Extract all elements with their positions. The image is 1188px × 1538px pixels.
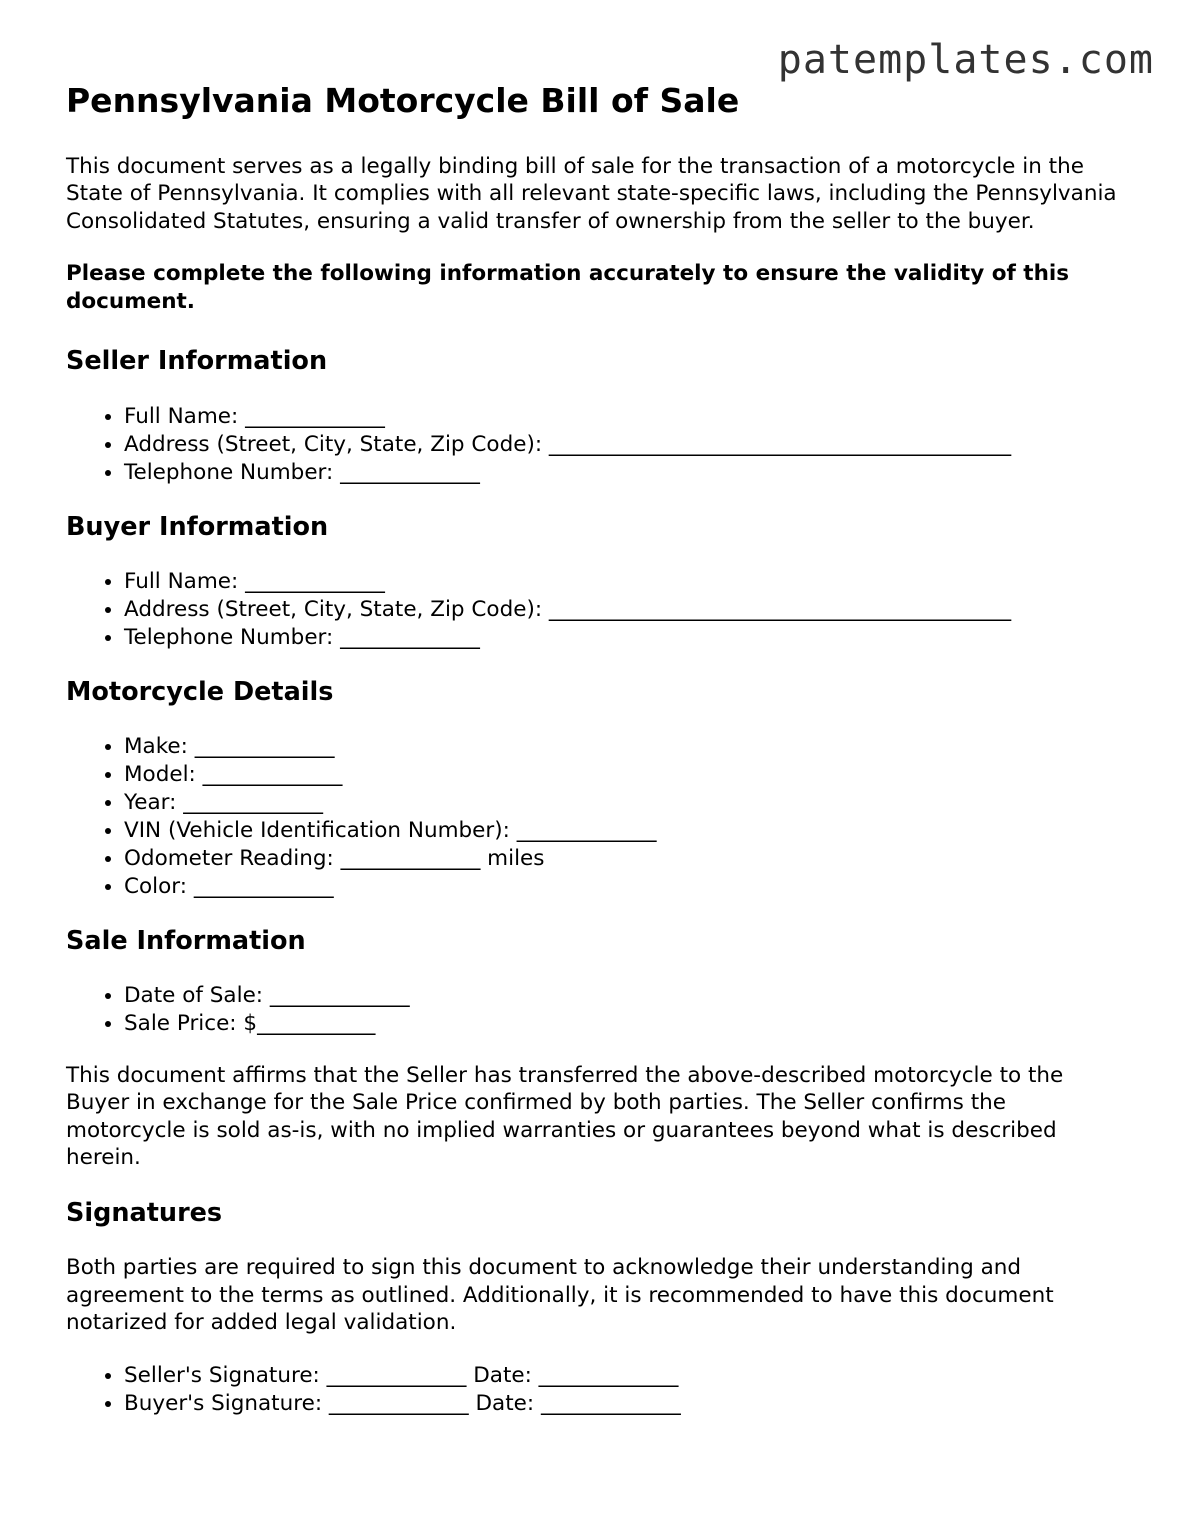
watermark: patemplates.com [777, 37, 1154, 83]
year-field[interactable]: • Year: _____________ [124, 789, 1126, 817]
seller-fields [66, 403, 1126, 487]
buyer-full-name-field[interactable]: • Full Name: _____________ [124, 568, 1126, 596]
seller-full-name-field[interactable]: • Full Name: _____________ [124, 403, 1126, 431]
odometer-field[interactable]: • Odometer Reading: _____________ miles [124, 845, 1126, 873]
signatures-heading: Signatures [66, 1197, 223, 1228]
intro-paragraph: This document serves as a legally binding bill of sale for the transaction of a motorcycle in the State of Pennsylvania. It complies with all relevant state-specific laws, including the Pennsylvania Consolidated Statutes, ensuring a valid transfer of ownership from the seller to the buyer. [66, 153, 1117, 234]
seller-address-field[interactable]: • Address (Street, City, State, Zip Code): ___________________________________________ [124, 431, 1126, 459]
seller-section [66, 345, 1126, 486]
sale-price-field[interactable]: • Sale Price: $___________ [124, 1010, 1126, 1038]
seller-signature-field[interactable]: • Seller's Signature: _____________ Date: _____________ [124, 1362, 1126, 1390]
buyer-signature-field[interactable]: • Buyer's Signature: _____________ Date: _____________ [124, 1390, 1126, 1418]
document-title: Pennsylvania Motorcycle Bill of Sale [66, 81, 740, 120]
seller-heading: Seller Information [66, 346, 328, 377]
buyer-telephone-field[interactable]: • Telephone Number: _____________ [124, 624, 1126, 652]
signature-fields [66, 1362, 1126, 1418]
date-of-sale-field[interactable]: • Date of Sale: _____________ [124, 982, 1126, 1010]
signatures-section [66, 1197, 1126, 1418]
buyer-section [66, 511, 1126, 652]
document-body [66, 80, 1126, 1442]
model-field[interactable]: • Model: _____________ [124, 761, 1126, 789]
affirmation-paragraph: This document affirms that the Seller has transferred the above-described motorcycle to the Buyer in exchange for the Sale Price confirmed by both parties. The Seller confirms the motorcycle is sold as-is, with no implied warranties or guarantees beyond what is described herein. [66, 1062, 1064, 1171]
vin-field[interactable]: • VIN (Vehicle Identification Number): _____________ [124, 817, 1126, 845]
sale-fields [66, 982, 1126, 1038]
buyer-address-field[interactable]: • Address (Street, City, State, Zip Code): ___________________________________________ [124, 596, 1126, 624]
signatures-paragraph: Both parties are required to sign this document to acknowledge their understanding and agreement to the terms as outlined. Additionally, it is recommended to have this document notarized for added legal validation. [66, 1255, 1054, 1336]
buyer-heading: Buyer Information [66, 511, 329, 542]
motorcycle-fields [66, 733, 1126, 901]
seller-telephone-field[interactable]: • Telephone Number: _____________ [124, 459, 1126, 487]
make-field[interactable]: • Make: _____________ [124, 733, 1126, 761]
sale-heading: Sale Information [66, 925, 306, 956]
color-field[interactable]: • Color: _____________ [124, 873, 1126, 901]
sale-section [66, 925, 1126, 1172]
motorcycle-heading: Motorcycle Details [66, 676, 334, 707]
buyer-fields [66, 568, 1126, 652]
motorcycle-section [66, 676, 1126, 901]
instruction-paragraph: Please complete the following information accurately to ensure the validity of this document. [66, 261, 1070, 314]
